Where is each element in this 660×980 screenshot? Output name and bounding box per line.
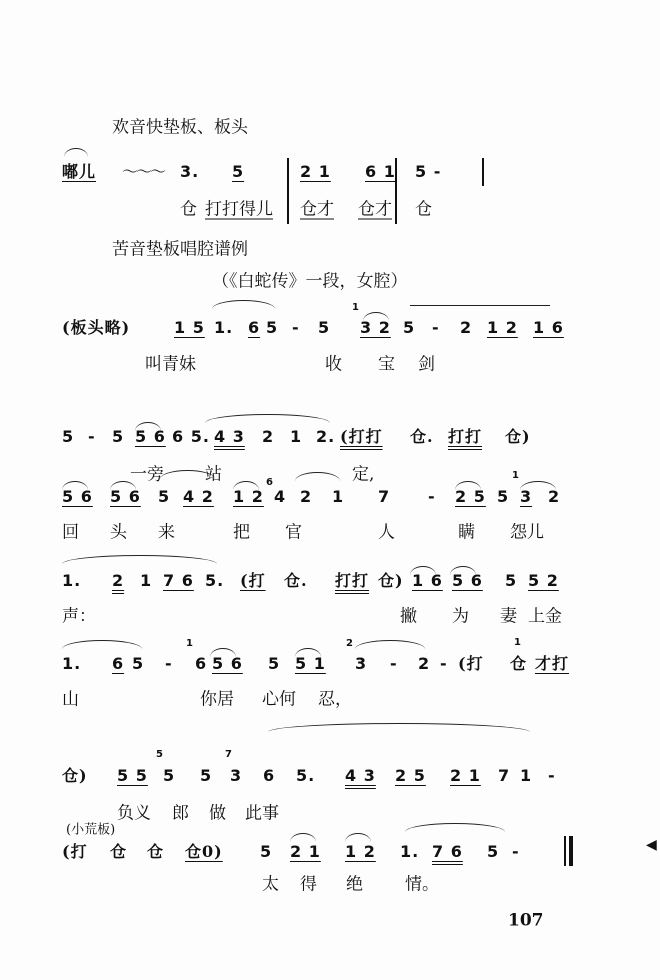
- notation-token: 仓: [110, 842, 128, 861]
- lyric-token: 怨儿: [510, 522, 544, 543]
- lyric-token: 负义: [117, 803, 151, 824]
- final-barline-thin: [564, 836, 566, 866]
- lyric-token: 山: [62, 689, 79, 710]
- notation-token: 2 1: [300, 162, 331, 181]
- notation-token: 6 5.: [172, 427, 210, 446]
- notation-token: 5: [200, 766, 213, 785]
- notation-token: 7: [378, 487, 391, 506]
- section-title-kuyin: 苦音垫板唱腔谱例: [112, 239, 248, 260]
- lyric-token: 叫青妹: [145, 354, 196, 375]
- notation-token: 仓: [510, 654, 528, 673]
- notation-token: 5: [487, 842, 500, 861]
- notation-token: 5 6: [62, 487, 93, 506]
- grace-note: 6: [266, 477, 273, 488]
- notation-token: 5 5: [117, 766, 148, 785]
- notation-token: (打: [240, 571, 266, 590]
- grace-note: 1: [514, 637, 521, 648]
- notation-token: 才打: [535, 654, 570, 673]
- notation-token: 6: [263, 766, 276, 785]
- lyric-token: 收: [325, 354, 342, 375]
- tie-line: [410, 305, 550, 306]
- notation-token: 6: [195, 654, 208, 673]
- notation-token: 3: [520, 487, 533, 506]
- notation-token: 1.: [62, 654, 82, 673]
- tempo-marking: (小荒板): [66, 822, 116, 838]
- notation-token: 2: [112, 571, 125, 590]
- notation-token: 仓): [378, 571, 404, 590]
- barline: [482, 158, 484, 186]
- notation-token: 3 2: [360, 318, 391, 337]
- notation-token: 2 1: [450, 766, 481, 785]
- final-barline-thick: [569, 836, 573, 866]
- notation-token: 仓: [147, 842, 165, 861]
- notation-token: -: [165, 654, 173, 673]
- lyric-token: 为: [452, 606, 469, 627]
- lyric-token: 做: [209, 803, 226, 824]
- notation-token: 6: [112, 654, 125, 673]
- lyric-token: 仓: [415, 199, 432, 220]
- notation-token: 4 3: [214, 427, 245, 446]
- slur: [64, 148, 88, 157]
- lyric-token: 太: [262, 874, 279, 895]
- notation-token: 6: [248, 318, 261, 337]
- notation-token: 7: [498, 766, 511, 785]
- notation-token: 嘟儿: [62, 162, 97, 181]
- lyric-token: 剑: [418, 354, 435, 375]
- lyric-token: 瞒: [458, 522, 475, 543]
- slur: [355, 640, 425, 649]
- notation-token: 5: [232, 162, 245, 181]
- notation-token: 2 1: [290, 842, 321, 861]
- notation-token: 2: [418, 654, 431, 673]
- notation-token: 1 2: [233, 487, 264, 506]
- notation-token: 7 6: [432, 842, 463, 861]
- notation-token: 仓): [505, 427, 531, 446]
- notation-token: 5 2: [528, 571, 559, 590]
- notation-token: 5 6: [452, 571, 483, 590]
- notation-token: -: [440, 654, 448, 673]
- lyric-token: 声：: [62, 606, 96, 627]
- lyric-token: 官: [285, 522, 302, 543]
- grace-note: 2: [346, 638, 353, 649]
- notation-token: -: [432, 318, 440, 337]
- notation-token: 1 2: [345, 842, 376, 861]
- notation-token: 1 6: [533, 318, 564, 337]
- slur: [295, 472, 340, 481]
- notation-token: 2: [262, 427, 275, 446]
- notation-token: 6 1: [365, 162, 396, 181]
- lyric-token: 心何: [262, 689, 296, 710]
- lyric-token: 绝: [346, 874, 363, 895]
- notation-token: 1.: [62, 571, 82, 590]
- notation-token: 5 1: [295, 654, 326, 673]
- lyric-token: 仓才: [300, 199, 334, 220]
- notation-token: 4 2: [183, 487, 214, 506]
- notation-token: 5: [260, 842, 273, 861]
- lyric-token: 打打得儿: [205, 199, 273, 220]
- notation-token: 仓): [62, 766, 88, 785]
- notation-token: 5: [266, 318, 279, 337]
- lyric-token: 情。: [405, 874, 439, 895]
- grace-note: 7: [225, 749, 232, 760]
- slur: [62, 640, 142, 649]
- notation-token: 3: [355, 654, 368, 673]
- grace-note: 1: [352, 302, 359, 313]
- grace-note: 1: [186, 638, 193, 649]
- notation-token: 1: [332, 487, 345, 506]
- lyric-token: 仓才: [358, 199, 392, 220]
- notation-token: 1.: [214, 318, 234, 337]
- notation-token: -: [88, 427, 96, 446]
- notation-token: 5: [403, 318, 416, 337]
- notation-token: 2: [548, 487, 561, 506]
- notation-token: 5: [62, 427, 75, 446]
- lyric-token: 头: [110, 522, 127, 543]
- notation-token: 5: [132, 654, 145, 673]
- notation-token: 5 6: [212, 654, 243, 673]
- lyric-token: 上金: [528, 606, 562, 627]
- notation-token: 5 -: [415, 162, 442, 181]
- notation-token: 5 6: [110, 487, 141, 506]
- lyric-token: 仓: [180, 199, 197, 220]
- notation-token: 5: [158, 487, 171, 506]
- lyric-token: 撇: [400, 606, 417, 627]
- slur: [405, 823, 505, 832]
- notation-token: 2.: [316, 427, 336, 446]
- section-title-huanyin: 欢音快垫板、板头: [112, 117, 248, 138]
- barline: [287, 158, 289, 224]
- notation-token: -: [548, 766, 556, 785]
- notation-token: 1: [520, 766, 533, 785]
- notation-token: 2: [460, 318, 473, 337]
- notation-token: 5.: [205, 571, 225, 590]
- lyric-token: 得: [300, 874, 317, 895]
- page-number: 107: [508, 910, 544, 931]
- lyric-token: 来: [158, 522, 175, 543]
- notation-token: 5: [318, 318, 331, 337]
- notation-token: 仓0): [185, 842, 223, 861]
- notation-token: ～～～: [122, 162, 165, 181]
- notation-token: -: [512, 842, 520, 861]
- lyric-token: 宝: [378, 354, 395, 375]
- notation-token: (打: [458, 654, 484, 673]
- notation-token: 2 5: [455, 487, 486, 506]
- lyric-token: 此事: [245, 803, 279, 824]
- notation-token: 5 6: [135, 427, 166, 446]
- lyric-token: 把: [233, 522, 250, 543]
- lyric-token: 站: [205, 464, 222, 485]
- notation-token: 5: [497, 487, 510, 506]
- notation-token: -: [292, 318, 300, 337]
- slur: [212, 300, 275, 309]
- slur: [62, 555, 217, 564]
- notation-token: 5: [505, 571, 518, 590]
- notation-token: 仓.: [410, 427, 434, 446]
- notation-token: -: [390, 654, 398, 673]
- lyric-token: 回: [62, 522, 79, 543]
- notation-token: -: [428, 487, 436, 506]
- notation-token: 1 2: [487, 318, 518, 337]
- grace-note: 1: [512, 470, 519, 481]
- notation-token: 1.: [400, 842, 420, 861]
- slur: [345, 833, 371, 842]
- margin-mark: ◀: [646, 837, 657, 853]
- slur: [268, 723, 530, 732]
- notation-token: 打打: [448, 427, 483, 446]
- lyric-token: 定,: [352, 464, 375, 485]
- notation-token: 5: [112, 427, 125, 446]
- notation-token: 7 6: [163, 571, 194, 590]
- notation-token: 1 5: [174, 318, 205, 337]
- notation-token: 1: [290, 427, 303, 446]
- notation-token: 5: [163, 766, 176, 785]
- grace-note: 5: [156, 749, 163, 760]
- lyric-token: 忍，: [318, 689, 352, 710]
- notation-token: (打打: [340, 427, 383, 446]
- notation-token: 4 3: [345, 766, 376, 785]
- notation-token: 打打: [335, 571, 370, 590]
- lyric-token: 郎: [172, 803, 189, 824]
- lyric-token: 人: [378, 522, 395, 543]
- notation-token: 1 6: [412, 571, 443, 590]
- lyric-token: 你居: [200, 689, 234, 710]
- notation-token: (打: [62, 842, 88, 861]
- lyric-token: 一旁: [130, 464, 164, 485]
- notation-token: 2 5: [395, 766, 426, 785]
- notation-token: 3: [230, 766, 243, 785]
- notation-token: 4: [274, 487, 287, 506]
- notation-token: 5: [268, 654, 281, 673]
- notation-token: 仓.: [284, 571, 308, 590]
- notation-token: (板头略): [62, 318, 131, 337]
- lyric-token: 妻: [500, 606, 517, 627]
- slur: [205, 414, 330, 423]
- notation-token: 3.: [180, 162, 200, 181]
- notation-token: 5.: [296, 766, 316, 785]
- notation-token: 1: [140, 571, 153, 590]
- notation-token: 2: [300, 487, 313, 506]
- section-subtitle: （《白蛇传》一段，女腔）: [212, 271, 408, 292]
- slur: [290, 833, 316, 842]
